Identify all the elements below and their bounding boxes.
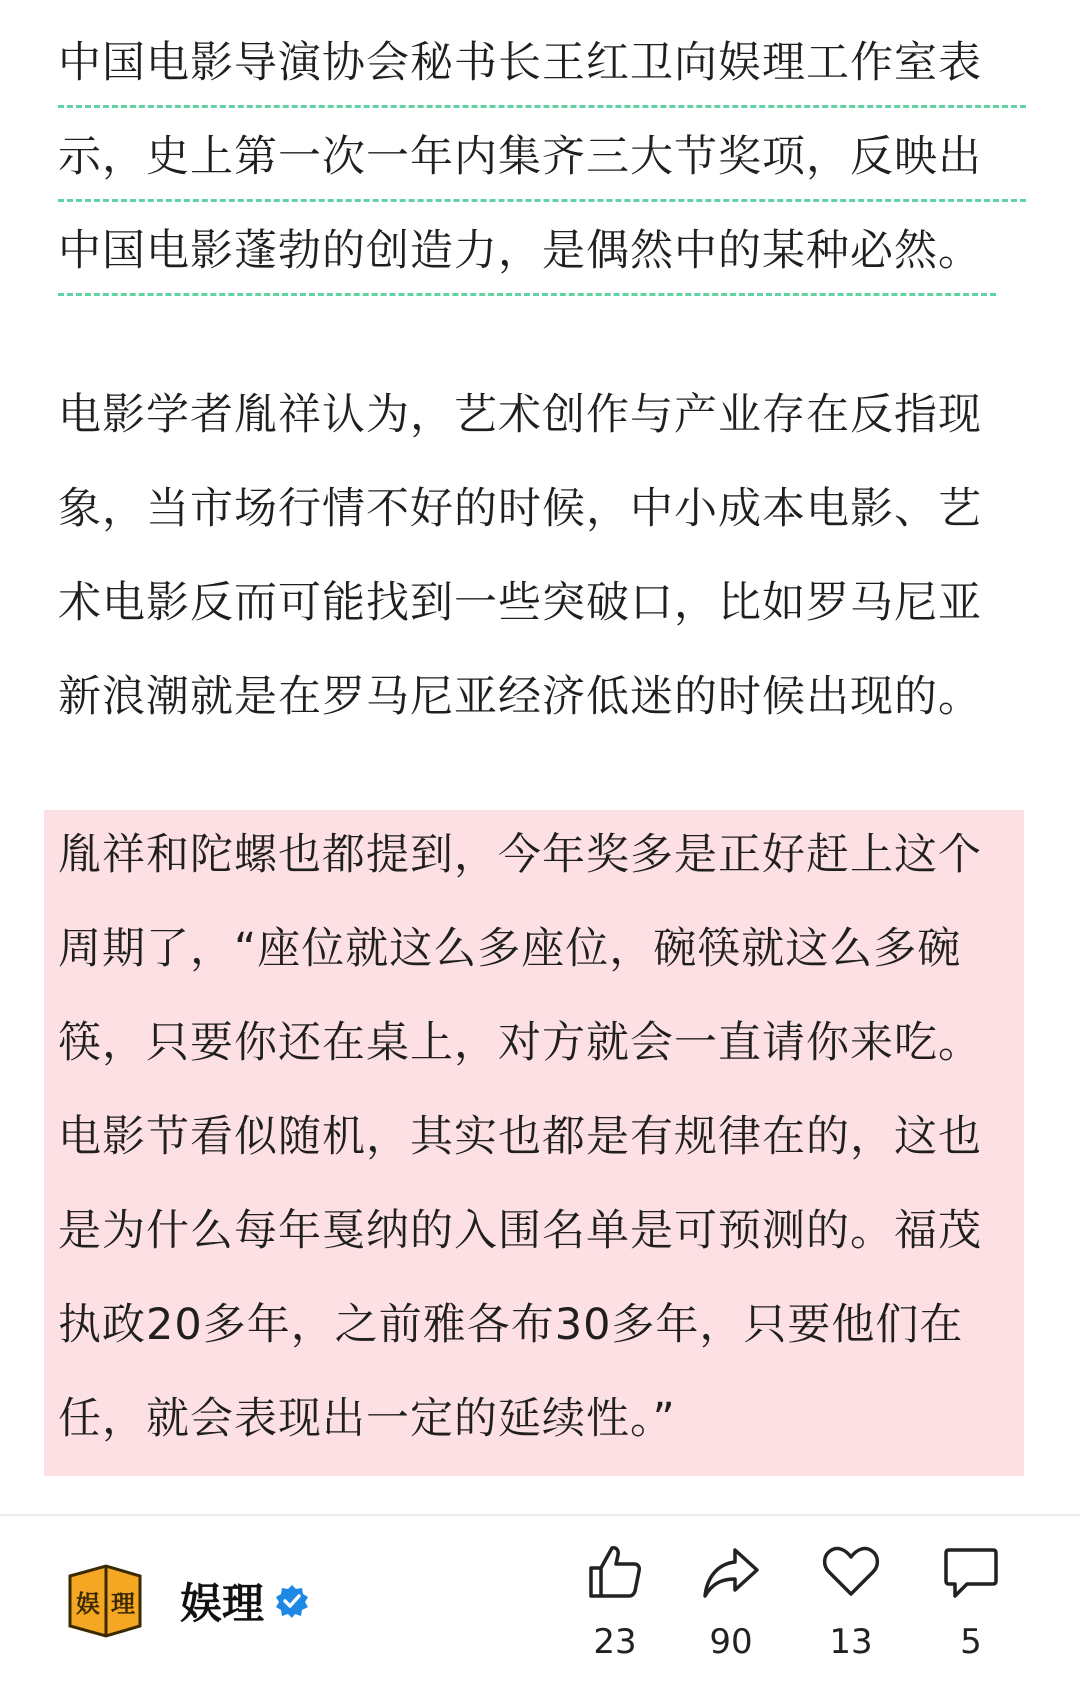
- avatar[interactable]: [66, 1562, 144, 1640]
- favorite-count: 13: [829, 1622, 873, 1662]
- share-arrow-icon: [701, 1542, 761, 1602]
- text-line: 象，当市场行情不好的时候，中小成本电影、艺: [58, 484, 982, 534]
- like-button[interactable]: [570, 1542, 660, 1662]
- text-line: 是为什么每年戛纳的入围名单是可预测的。福茂: [58, 1206, 982, 1256]
- comment-count: 5: [960, 1622, 982, 1662]
- text-line: 示，史上第一次一年内集齐三大节奖项，反映出: [58, 110, 1026, 204]
- text-line: 新浪潮就是在罗马尼亚经济低迷的时候出现的。: [58, 672, 982, 722]
- text-line: 胤祥和陀螺也都提到，今年奖多是正好赶上这个: [58, 830, 982, 880]
- verified-badge-icon: [274, 1583, 310, 1619]
- text-line: 筷，只要你还在桌上，对方就会一直请你来吃。: [58, 1018, 982, 1068]
- text-line: 执政20多年，之前雅各布30多年，只要他们在: [58, 1300, 964, 1350]
- text-line: 周期了，“座位就这么多座位，碗筷就这么多碗: [58, 924, 962, 974]
- author-info[interactable]: [66, 1562, 310, 1640]
- share-count: 90: [709, 1622, 753, 1662]
- text-line: 术电影反而可能找到一些突破口，比如罗马尼亚: [58, 578, 982, 628]
- like-count: 23: [593, 1622, 637, 1662]
- comment-bubble-icon: [941, 1542, 1001, 1602]
- text-line: 电影学者胤祥认为，艺术创作与产业存在反指现: [58, 390, 982, 440]
- avatar-char: 娱: [76, 1590, 100, 1618]
- comment-button[interactable]: [926, 1542, 1016, 1662]
- paragraph: [58, 368, 1026, 744]
- share-button[interactable]: [686, 1542, 776, 1662]
- thumbs-up-icon: [585, 1542, 645, 1602]
- text-line: 任，就会表现出一定的延续性。”: [58, 1394, 676, 1444]
- heart-icon: [821, 1542, 881, 1602]
- paragraph-quote: [58, 808, 1026, 1466]
- footer-divider: [0, 1514, 1080, 1516]
- paragraph-highlighted: [58, 16, 1026, 298]
- favorite-button[interactable]: [806, 1542, 896, 1662]
- text-line: 中国电影蓬勃的创造力，是偶然中的某种必然。: [58, 204, 1026, 298]
- avatar-char: 理: [111, 1590, 135, 1618]
- text-line: 中国电影导演协会秘书长王红卫向娱理工作室表: [58, 16, 1026, 110]
- text-line: 电影节看似随机，其实也都是有规律在的，这也: [58, 1112, 982, 1162]
- author-name[interactable]: 娱理: [180, 1579, 265, 1628]
- yuli-logo-icon: [66, 1562, 144, 1640]
